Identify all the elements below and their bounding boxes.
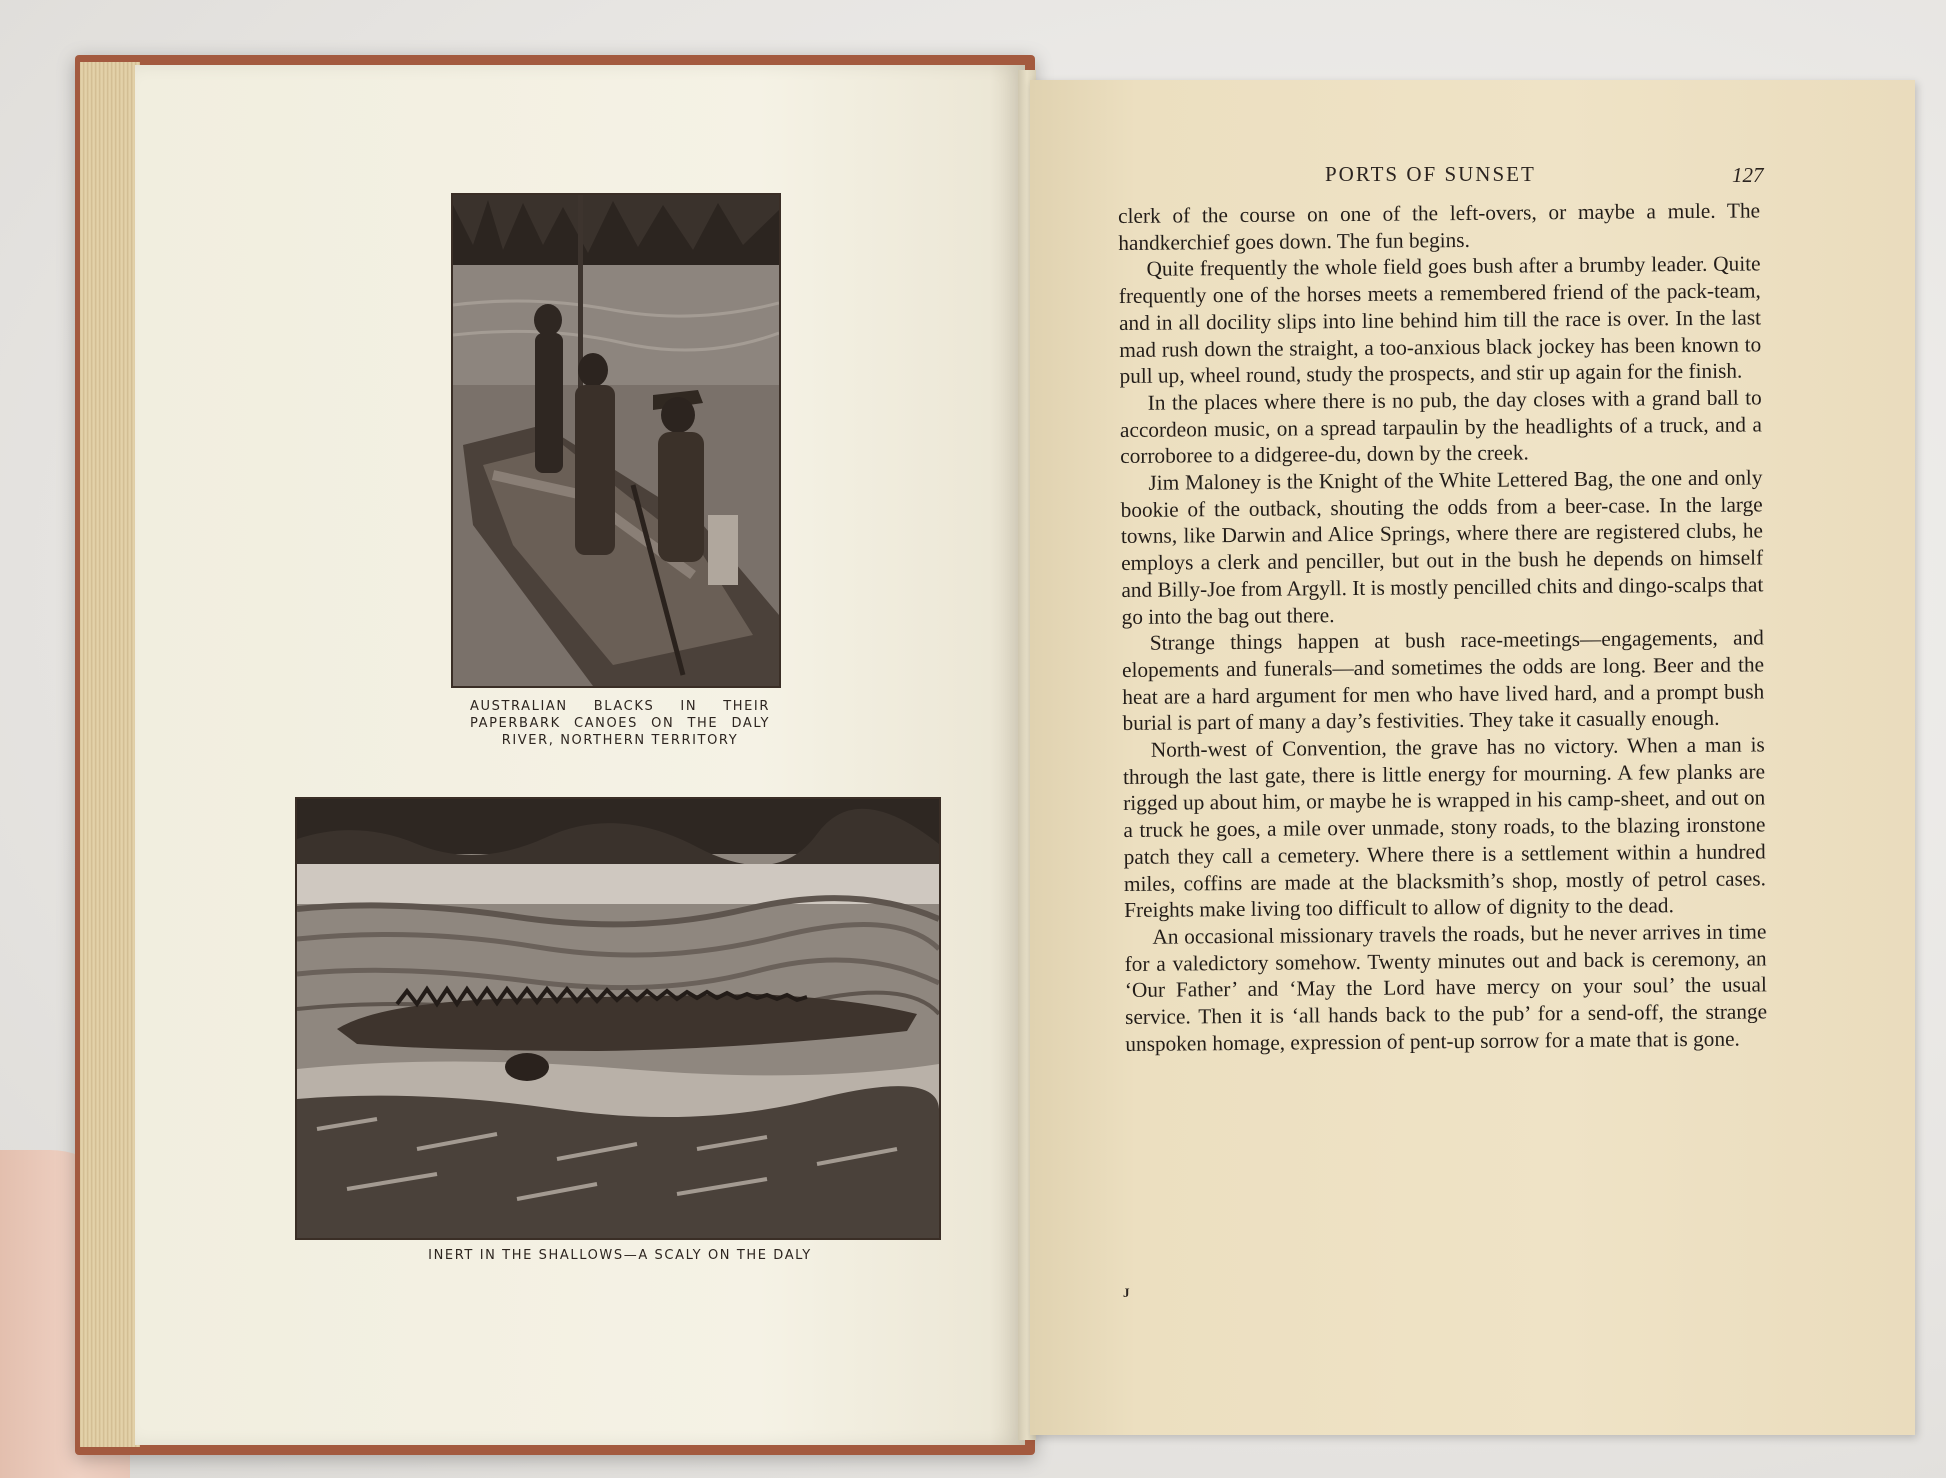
page-number: 127 — [1732, 163, 1764, 187]
crocodile-photo-image — [297, 799, 939, 1238]
page-edges — [80, 62, 140, 1447]
paragraph: An occasional missionary travels the roads, but he never arrives in time for a valedictory somehow. Twenty minutes out and back is ceremony, an ‘Our Father’ and ‘May the Lord have mercy on your soul’ the usual service. Then it is ‘all hands back to the pub’ for a send-off, the strange unspoken homage, expression of pent-up sorrow for a mate that is gone. — [1124, 919, 1768, 1056]
signature-mark: J — [1123, 1285, 1130, 1300]
canoe-photo-image — [453, 195, 779, 686]
photo-crocodile-caption: INERT IN THE SHALLOWS—A SCALY ON THE DALY — [428, 1248, 812, 1263]
photo-canoe — [451, 193, 781, 688]
paragraph: Quite frequently the whole field goes bush after a brumby leader. Quite frequently one of the horses meets a remembered friend of the pack-team, and in all docility slips into line behind him till the race is over. In the last mad rush down the straight, a too-anxious black jockey has been known to pull up, wheel round, study the prospects, and stir up again for the finish. — [1118, 251, 1762, 389]
paragraph: North-west of Convention, the grave has no victory. When a man is through the last gate, there is little energy for mourning. A few planks are rigged up about him, or maybe he is wrapped in his camp-sheet, and out on a truck he goes, a mile over unmade, stony roads, to the blazing ironstone patch they call a cemetery. Where there is a settlement within a hundred miles, coffins are made at the blacksmith’s shop, mostly of petrol cases. Freights make living too difficult to allow of dignity to the dead. — [1122, 732, 1767, 923]
photo-crocodile — [295, 797, 941, 1240]
photo-canoe-caption: AUSTRALIAN BLACKS IN THEIR PAPERBARK CANOES ON THE DALY RIVER, NORTHERN TERRITORY — [470, 699, 770, 748]
paragraph: In the places where there is no pub, the day closes with a grand ball to accordeon music, on a spread tarpaulin by the headlights of a truck, and a corroboree to a didgeree-du, down by the creek. — [1119, 385, 1763, 469]
paragraph: clerk of the course on one of the left-overs, or maybe a mule. The handkerchief goes down. The fun begins. — [1118, 198, 1761, 255]
body-text — [1118, 197, 1767, 1057]
paragraph: Strange things happen at bush race-meetings—engagements, and elopements and funerals—and sometimes the odds are long. Beer and the heat are a hard argument for men who have lived hard, and a prompt bush burial is part of many a day’s festivities. They take it casually enough. — [1121, 625, 1765, 736]
running-head: PORTS OF SUNSET — [1325, 162, 1536, 186]
paragraph: Jim Maloney is the Knight of the White Lettered Bag, the one and only bookie of the outback, shouting the odds from a beer-case. In the large towns, like Darwin and Alice Springs, where there are registered clubs, he employs a clerk and penciller, but out in the bush he depends on himself and Billy-Joe from Argyll. It is mostly pencilled chits and dingo-scalps that go into the bag out there. — [1120, 465, 1764, 629]
